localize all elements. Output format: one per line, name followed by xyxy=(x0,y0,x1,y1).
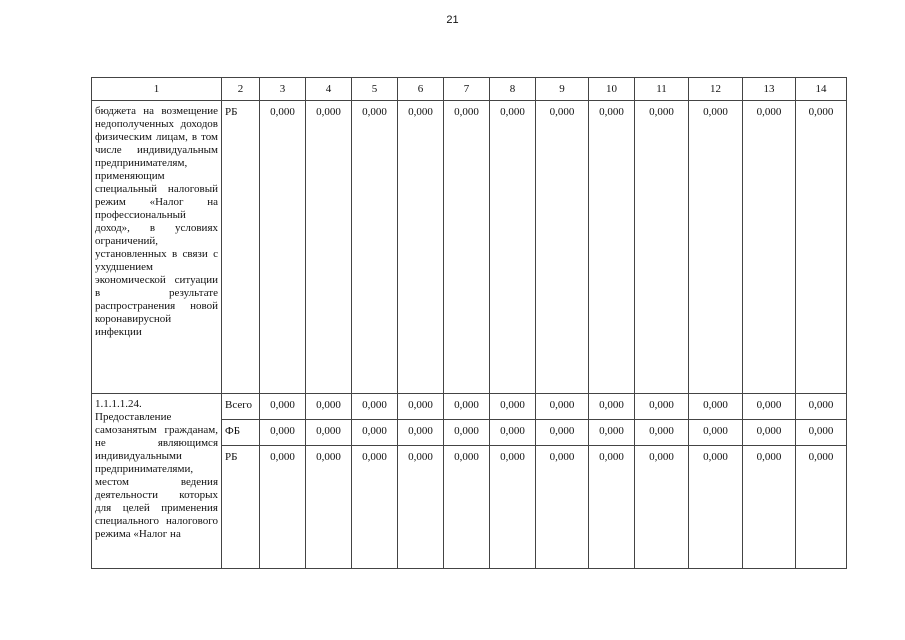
value-cell: 0,000 xyxy=(743,101,796,394)
header-cell: 8 xyxy=(490,78,536,101)
header-cell: 5 xyxy=(352,78,398,101)
value-cell: 0,000 xyxy=(490,101,536,394)
header-cell: 14 xyxy=(796,78,847,101)
value-cell: 0,000 xyxy=(796,446,847,569)
value-cell: 0,000 xyxy=(260,420,306,446)
header-cell: 3 xyxy=(260,78,306,101)
value-cell: 0,000 xyxy=(352,420,398,446)
value-cell: 0,000 xyxy=(490,420,536,446)
header-cell: 4 xyxy=(306,78,352,101)
value-cell: 0,000 xyxy=(398,101,444,394)
value-cell: 0,000 xyxy=(352,394,398,420)
value-cell: 0,000 xyxy=(398,394,444,420)
value-cell: 0,000 xyxy=(796,394,847,420)
value-cell: 0,000 xyxy=(589,446,635,569)
value-cell: 0,000 xyxy=(306,101,352,394)
funding-source: РБ xyxy=(222,446,260,569)
table-row xyxy=(92,101,847,394)
header-cell: 12 xyxy=(689,78,743,101)
table-row xyxy=(92,394,847,420)
funding-source: РБ xyxy=(222,101,260,394)
value-cell: 0,000 xyxy=(306,420,352,446)
value-cell: 0,000 xyxy=(444,394,490,420)
value-cell: 0,000 xyxy=(444,420,490,446)
page-number: 21 xyxy=(446,14,459,26)
value-cell: 0,000 xyxy=(796,420,847,446)
value-cell: 0,000 xyxy=(352,101,398,394)
value-cell: 0,000 xyxy=(490,394,536,420)
header-cell: 9 xyxy=(536,78,589,101)
value-cell: 0,000 xyxy=(743,420,796,446)
value-cell: 0,000 xyxy=(306,394,352,420)
value-cell: 0,000 xyxy=(444,101,490,394)
value-cell: 0,000 xyxy=(635,394,689,420)
value-cell: 0,000 xyxy=(689,446,743,569)
value-cell: 0,000 xyxy=(352,446,398,569)
row-description: бюджета на возмещение недополученных доходов физическим лицам, в том числе индивидуальным предпринимателям, применяющим специальный налоговый режим «Налог на профессиональный доход», в условиях ограничений, установленных в связи с ухудшением экономической ситуации в результате распространения новой коронавирусной инфекции xyxy=(92,101,222,394)
value-cell: 0,000 xyxy=(743,394,796,420)
value-cell: 0,000 xyxy=(260,446,306,569)
value-cell: 0,000 xyxy=(589,420,635,446)
header-cell: 11 xyxy=(635,78,689,101)
header-cell: 10 xyxy=(589,78,635,101)
header-cell: 6 xyxy=(398,78,444,101)
value-cell: 0,000 xyxy=(635,446,689,569)
value-cell: 0,000 xyxy=(589,394,635,420)
funding-source: ФБ xyxy=(222,420,260,446)
value-cell: 0,000 xyxy=(689,394,743,420)
budget-table xyxy=(91,77,847,569)
value-cell: 0,000 xyxy=(260,101,306,394)
value-cell: 0,000 xyxy=(536,101,589,394)
value-cell: 0,000 xyxy=(796,101,847,394)
header-cell: 13 xyxy=(743,78,796,101)
value-cell: 0,000 xyxy=(635,101,689,394)
value-cell: 0,000 xyxy=(689,420,743,446)
header-cell: 7 xyxy=(444,78,490,101)
header-cell: 1 xyxy=(92,78,222,101)
value-cell: 0,000 xyxy=(306,446,352,569)
value-cell: 0,000 xyxy=(260,394,306,420)
row-description: 1.1.1.1.24. Предоставление самозанятым гражданам, не являющимся индивидуальными предпринимателями, местом ведения деятельности которых для целей применения специального налогового режима «Налог на xyxy=(92,394,222,569)
value-cell: 0,000 xyxy=(398,420,444,446)
value-cell: 0,000 xyxy=(444,446,490,569)
value-cell: 0,000 xyxy=(490,446,536,569)
funding-source: Всего xyxy=(222,394,260,420)
header-cell: 2 xyxy=(222,78,260,101)
value-cell: 0,000 xyxy=(536,394,589,420)
value-cell: 0,000 xyxy=(635,420,689,446)
header-row xyxy=(92,78,847,101)
value-cell: 0,000 xyxy=(689,101,743,394)
value-cell: 0,000 xyxy=(536,420,589,446)
value-cell: 0,000 xyxy=(398,446,444,569)
value-cell: 0,000 xyxy=(743,446,796,569)
value-cell: 0,000 xyxy=(589,101,635,394)
value-cell: 0,000 xyxy=(536,446,589,569)
